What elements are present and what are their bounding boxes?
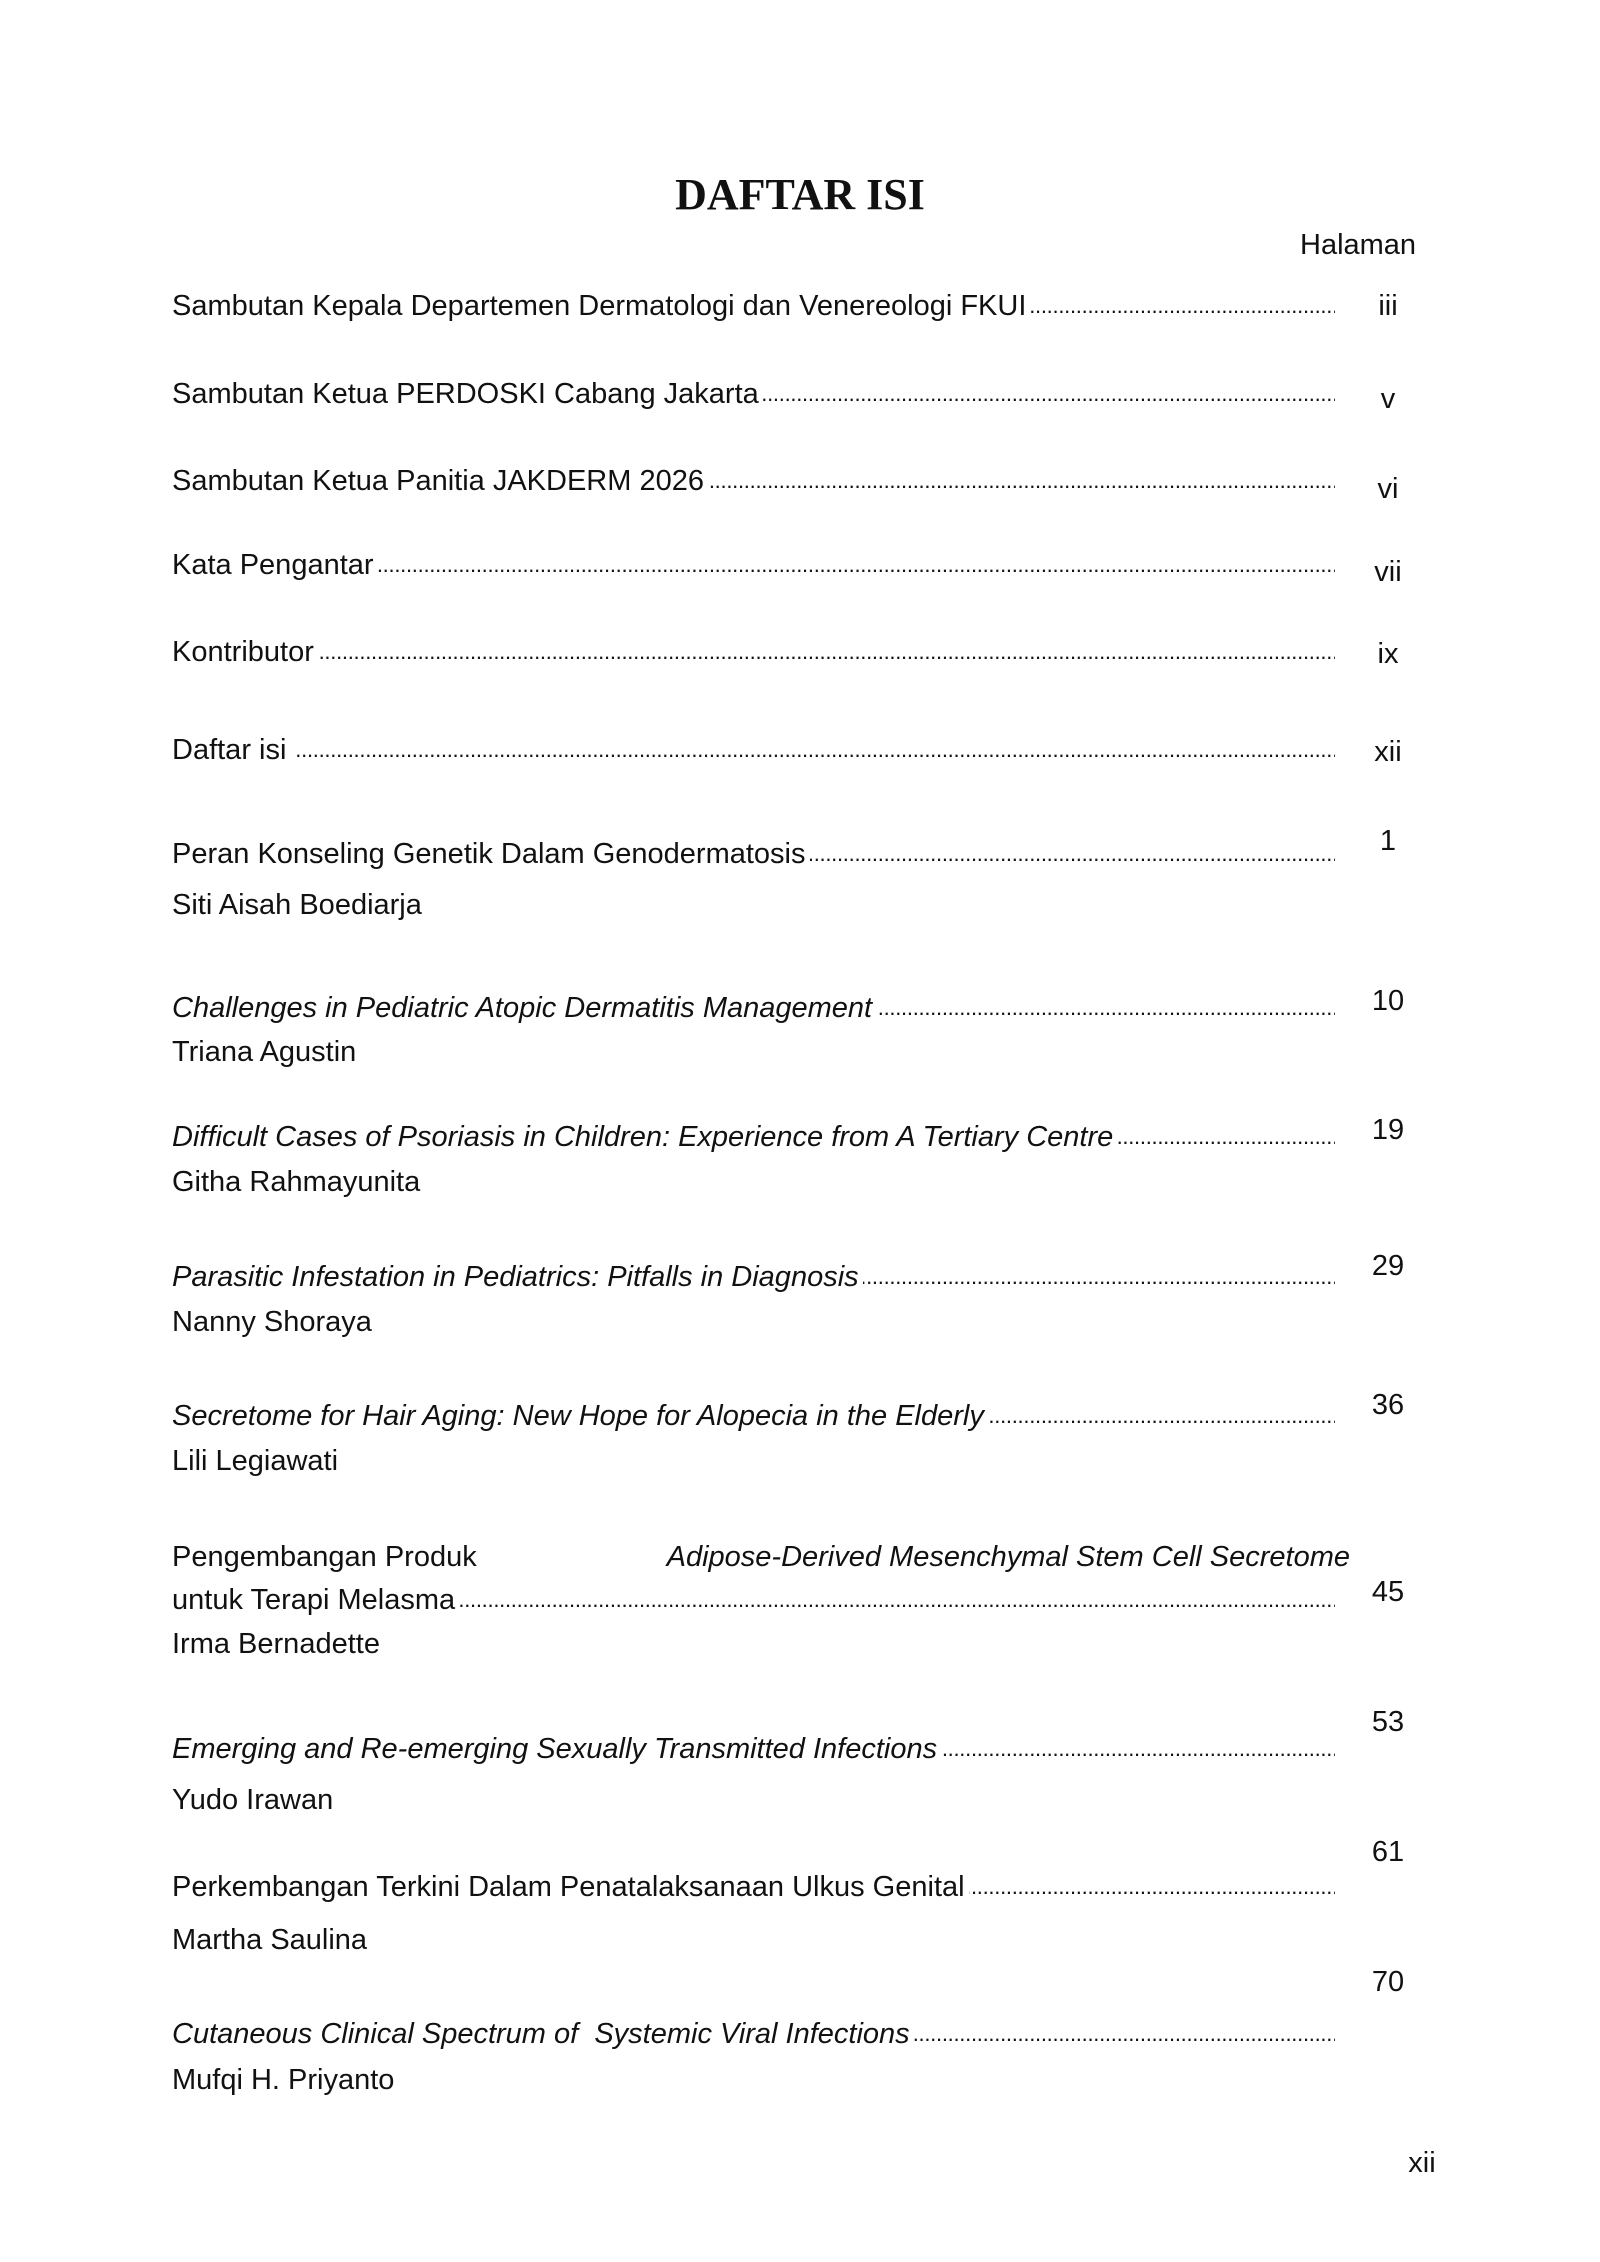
toc-entry-title: Kata Pengantar (172, 549, 378, 581)
chapter-page: 1 (1379, 825, 1397, 857)
chapter-title: Difficult Cases of Psoriasis in Children: Experience from A Tertiary Centre (172, 1121, 1117, 1153)
toc-chapter-line1[interactable] (172, 1540, 1350, 1574)
chapter-author: Nanny Shoraya (172, 1306, 372, 1338)
chapter-author: Lili Legiawati (172, 1445, 339, 1477)
toc-chapter[interactable] (172, 837, 1335, 871)
toc-chapter-line2[interactable] (172, 1583, 1335, 1617)
chapter-title: untuk Terapi Melasma (172, 1584, 459, 1616)
toc-entry-page: vi (1377, 473, 1399, 505)
toc-chapter[interactable] (172, 1120, 1335, 1154)
chapter-page: 61 (1371, 1836, 1405, 1868)
chapter-title-plain: Pengembangan Produk (172, 1541, 477, 1573)
footer-page-number: xii (1408, 2147, 1436, 2179)
chapter-author: Mufqi H. Priyanto (172, 2064, 395, 2096)
chapter-title: Emerging and Re-emerging Sexually Transmitted Infections (172, 1733, 941, 1765)
page-title: DAFTAR ISI (675, 170, 925, 219)
chapter-title: Secretome for Hair Aging: New Hope for Alopecia in the Elderly (172, 1400, 988, 1432)
toc-entry-title: Sambutan Kepala Departemen Dermatologi dan Venereologi FKUI (172, 290, 1030, 322)
chapter-page: 29 (1371, 1250, 1405, 1282)
chapter-author: Triana Agustin (172, 1036, 357, 1068)
chapter-title: Perkembangan Terkini Dalam Penatalaksanaan Ulkus Genital (172, 1871, 969, 1903)
chapter-title-italic: Adipose-Derived Mesenchymal Stem Cell Secretome (666, 1541, 1350, 1573)
chapter-author: Siti Aisah Boediarja (172, 889, 422, 921)
chapter-page: 45 (1371, 1576, 1405, 1608)
chapter-author: Githa Rahmayunita (172, 1166, 421, 1198)
toc-chapter[interactable] (172, 2017, 1335, 2051)
toc-entry-title: Sambutan Ketua PERDOSKI Cabang Jakarta (172, 378, 763, 410)
chapter-title: Peran Konseling Genetik Dalam Genodermatosis (172, 838, 810, 870)
chapter-title: Challenges in Pediatric Atopic Dermatitis Management (172, 992, 876, 1024)
chapter-title: Parasitic Infestation in Pediatrics: Pitfalls in Diagnosis (172, 1261, 863, 1293)
toc-entry[interactable] (172, 733, 1335, 767)
chapter-author: Yudo Irawan (172, 1784, 334, 1816)
toc-entry[interactable] (172, 548, 1335, 582)
toc-entry[interactable] (172, 289, 1335, 323)
toc-entry[interactable] (172, 635, 1335, 669)
toc-chapter[interactable] (172, 991, 1335, 1025)
toc-entry-page: xii (1374, 736, 1402, 768)
chapter-page: 53 (1371, 1706, 1405, 1738)
toc-entry-page: ix (1377, 638, 1399, 670)
toc-entry-page: iii (1378, 290, 1398, 322)
chapter-page: 70 (1371, 1966, 1405, 1998)
chapter-page: 36 (1371, 1389, 1405, 1421)
chapter-author: Martha Saulina (172, 1924, 368, 1956)
toc-entry[interactable] (172, 377, 1335, 411)
toc-entry-page: v (1380, 383, 1396, 415)
toc-entry-page: vii (1374, 556, 1402, 588)
chapter-title: Cutaneous Clinical Spectrum of Systemic Viral Infections (172, 2018, 914, 2050)
toc-entry-title: Kontributor (172, 636, 318, 668)
chapter-page: 10 (1371, 985, 1405, 1017)
toc-chapter[interactable] (172, 1399, 1335, 1433)
toc-chapter[interactable] (172, 1870, 1335, 1904)
page-column-header: Halaman (1300, 229, 1417, 261)
toc-entry[interactable] (172, 464, 1335, 498)
toc-chapter[interactable] (172, 1732, 1335, 1766)
toc-entry-title: Daftar isi (172, 734, 290, 766)
toc-chapter[interactable] (172, 1260, 1335, 1294)
chapter-page: 19 (1371, 1114, 1405, 1146)
toc-entry-title: Sambutan Ketua Panitia JAKDERM 2026 (172, 465, 708, 497)
chapter-author: Irma Bernadette (172, 1628, 380, 1660)
